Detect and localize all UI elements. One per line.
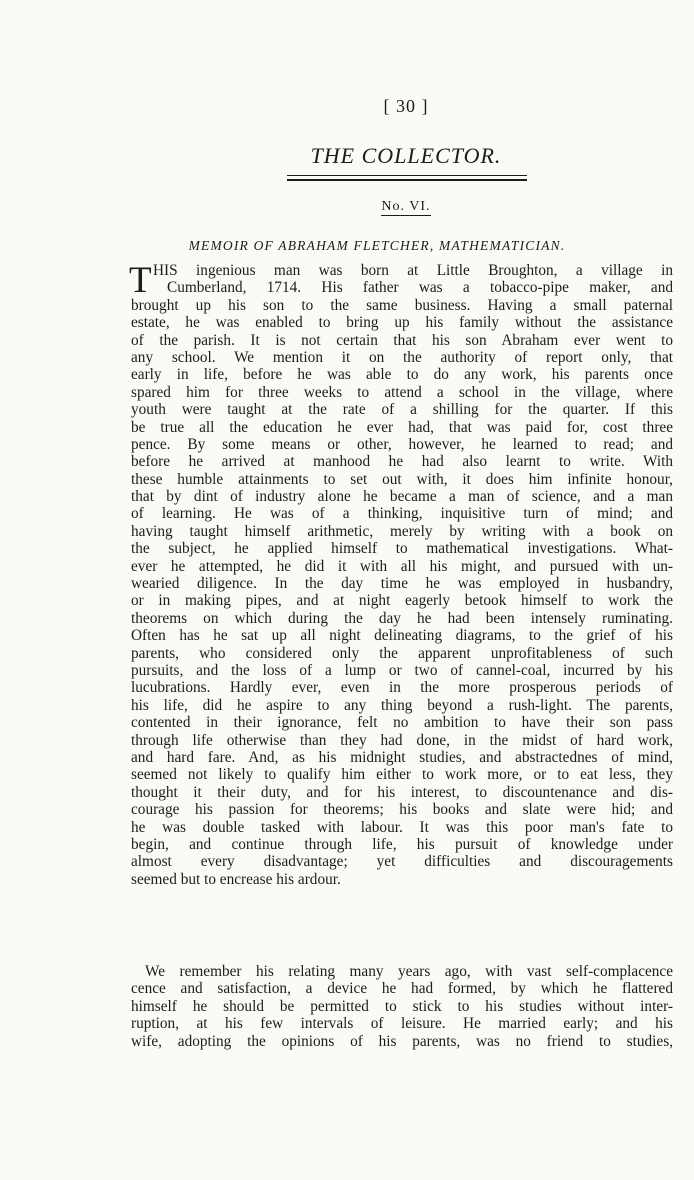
text-line: theorems on which during the day he had been intensely ruminating. bbox=[131, 609, 673, 627]
text-line: his life, did he aspire to any thing beyond a rush-light. The parents, bbox=[131, 696, 673, 714]
text-line: wife, adopting the opinions of his parents, was no friend to studies, bbox=[131, 1032, 673, 1050]
text-line: himself he should be permitted to stick to his studies without inter- bbox=[131, 997, 673, 1015]
text-line: be true all the education he ever had, that was paid for, cost three bbox=[131, 418, 673, 436]
text-line: these humble attainments to set out with, it does him infinite honour, bbox=[131, 470, 673, 488]
text-line: lucubrations. Hardly ever, even in the more prosperous periods of bbox=[131, 679, 673, 697]
text-line: through life otherwise than they had done, in the midst of hard work, bbox=[131, 731, 673, 749]
text-line: spared him for three weeks to attend a school in the village, where bbox=[131, 383, 673, 401]
text-line: begin, and continue through life, his pursuit of knowledge under bbox=[131, 835, 673, 853]
article-heading: MEMOIR OF ABRAHAM FLETCHER, MATHEMATICIAN. bbox=[188, 238, 566, 253]
text-line: thought it their duty, and for his interest, to discountenance and dis- bbox=[131, 783, 673, 801]
text-line: ever he attempted, he did it with all his might, and pursued with un- bbox=[131, 557, 673, 575]
text-line: having taught himself arithmetic, merely by writing with a book on bbox=[131, 522, 673, 540]
text-line: of learning. He was of a thinking, inquisitive turn of mind; and bbox=[131, 505, 673, 523]
text-line: any school. We mention it on the authority of report only, that bbox=[131, 348, 673, 366]
text-line: almost every disadvantage; yet difficulties and discouragements bbox=[131, 853, 673, 871]
text-line: cence and satisfaction, a device he had formed, by which he flattered bbox=[131, 980, 673, 998]
text-line: or in making pipes, and at night eagerly betook himself to work the bbox=[131, 592, 673, 610]
text-line: of the parish. It is not certain that his son Abraham ever went to bbox=[131, 331, 673, 349]
text-line: ruption, at his few intervals of leisure. He married early; and his bbox=[131, 1015, 673, 1033]
text-line: HIS ingenious man was born at Little Broughton, a village in bbox=[153, 262, 673, 279]
text-line: pursuits, and the loss of a lump or two of cannel-coal, incurred by his bbox=[131, 661, 673, 679]
text-line: youth were taught at the rate of a shilling for the quarter. If this bbox=[131, 401, 673, 419]
paragraph-1 bbox=[131, 262, 673, 888]
text-line: estate, he was enabled to bring up his family without the assistance bbox=[131, 314, 673, 332]
text-line: parents, who considered only the apparent unprofitableness of such bbox=[131, 644, 673, 662]
text-line: seemed but to encrease his ardour. bbox=[131, 870, 341, 888]
title-rule-thin bbox=[287, 175, 527, 176]
text-line: seemed not likely to qualify him either to work more, or to eat less, they bbox=[131, 766, 673, 784]
text-line: brought up his son to the same business. Having a small paternal bbox=[131, 296, 673, 314]
text-line: courage his passion for theorems; his books and slate were hid; and bbox=[131, 801, 673, 819]
issue-number: No. VI. bbox=[381, 199, 431, 214]
text-line: contented in their ignorance, felt no ambition to have their son pass bbox=[131, 714, 673, 732]
paragraph-2 bbox=[131, 963, 673, 1050]
text-line: that by dint of industry alone he became a man of science, and a man bbox=[131, 488, 673, 506]
text-line: early in life, before he was able to do any work, his parents once bbox=[131, 366, 673, 384]
text-line: before he arrived at manhood he had also learnt to write. With bbox=[131, 453, 673, 471]
drop-cap: T bbox=[129, 260, 152, 301]
text-line: and hard fare. And, as his midnight studies, and abstractednes of mind, bbox=[131, 748, 673, 766]
text-line: Often has he sat up all night delineating diagrams, to the grief of his bbox=[131, 627, 673, 645]
title-rule-thick bbox=[287, 179, 527, 181]
text-line: Cumberland, 1714. His father was a tobacco-pipe maker, and bbox=[167, 279, 673, 297]
page-number: [ 30 ] bbox=[383, 96, 429, 116]
text-line: the subject, he applied himself to mathematical investigations. What- bbox=[131, 540, 673, 558]
page-title: THE COLLECTOR. bbox=[310, 143, 502, 168]
text-line: We remember his relating many years ago, with vast self-complacence bbox=[145, 963, 673, 980]
text-line: he was double tasked with labour. It was this poor man's fate to bbox=[131, 818, 673, 836]
text-line: pence. By some means or other, however, he learned to read; and bbox=[131, 435, 673, 453]
text-line: wearied diligence. In the day time he was employed in husbandry, bbox=[131, 575, 673, 593]
